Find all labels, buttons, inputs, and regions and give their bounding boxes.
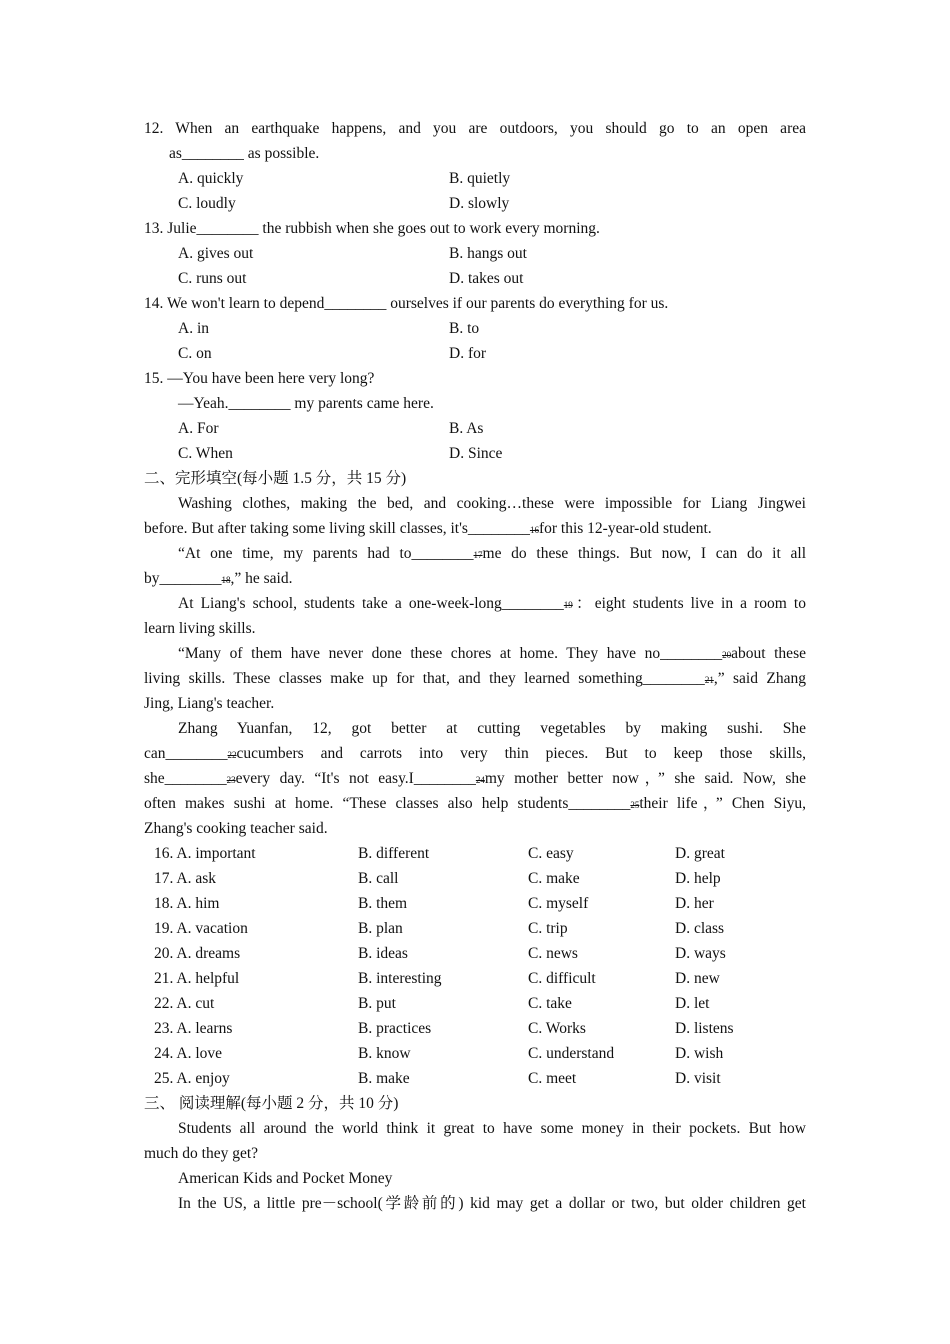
passage-line: Washing clothes, making the bed, and cooking…these were impossible for Liang Jingwei <box>178 495 806 512</box>
blank-number-18: 18 <box>221 575 231 585</box>
reading-line: Students all around the world think it great to have some money in their pockets. But how <box>178 1120 806 1137</box>
q14-options-cd <box>144 341 806 366</box>
option-b: B. plan <box>358 920 403 937</box>
q15-option-a: A. For <box>178 420 219 437</box>
option-d: D. great <box>675 845 725 862</box>
passage-line <box>144 516 806 541</box>
option-a: 16. A. important <box>154 845 256 862</box>
reading-line: In the US, a little pre－school(学龄前的) kid may get a dollar or two, but older children get <box>178 1195 806 1212</box>
blank-number-19: 19 <box>563 600 573 610</box>
option-b: B. make <box>358 1070 410 1087</box>
blank-number-20: 20 <box>722 650 732 660</box>
option-c: C. meet <box>528 1070 577 1087</box>
q12-option-d: D. slowly <box>449 195 510 212</box>
option-a: 23. A. learns <box>154 1020 233 1037</box>
section-cloze-title: 二、完形填空(每小题 1.5 分，共 15 分) <box>144 470 407 487</box>
passage-line <box>144 791 806 816</box>
passage-line: learn living skills. <box>144 620 256 637</box>
option-d: D. her <box>675 895 714 912</box>
option-c: C. Works <box>528 1020 586 1037</box>
option-d: D. visit <box>675 1070 721 1087</box>
passage-text: ,” said Zhang <box>713 670 806 687</box>
passage-text: ,” he said. <box>230 570 293 587</box>
passage-line: Zhang Yuanfan, 12, got better at cutting vegetables by making sushi. She <box>178 720 806 737</box>
option-b: B. practices <box>358 1020 432 1037</box>
q13-option-c: C. runs out <box>178 270 247 287</box>
cloze-option-row <box>144 916 806 941</box>
passage-text: can________ <box>144 745 228 762</box>
option-b: B. different <box>358 845 430 862</box>
option-a: 18. A. him <box>154 895 220 912</box>
q13-options-cd <box>144 266 806 291</box>
option-b: B. know <box>358 1045 411 1062</box>
option-d: D. class <box>675 920 725 937</box>
passage-text: about these <box>731 645 806 662</box>
option-c: C. easy <box>528 845 574 862</box>
q12-options-ab <box>144 166 806 191</box>
q13-option-d: D. takes out <box>449 270 524 287</box>
q12-options-cd <box>144 191 806 216</box>
option-d: D. let <box>675 995 710 1012</box>
q15-option-b: B. As <box>449 420 484 437</box>
q13-option-a: A. gives out <box>178 245 254 262</box>
option-d: D. help <box>675 870 721 887</box>
q12-option-c: C. loudly <box>178 195 236 212</box>
option-c: C. make <box>528 870 580 887</box>
passage-text: their life，” Chen Siyu, <box>639 795 806 812</box>
passage-text: for this 12-year-old student. <box>538 520 712 537</box>
option-a: 19. A. vacation <box>154 920 248 937</box>
option-a: 24. A. love <box>154 1045 223 1062</box>
passage-text: At Liang's school, students take a one-week-long________ <box>178 595 564 612</box>
q14-option-a: A. in <box>178 320 209 337</box>
q14-option-b: B. to <box>449 320 480 337</box>
passage-text: “Many of them have never done these chores at home. They have no________ <box>178 645 723 662</box>
option-b: B. ideas <box>358 945 408 962</box>
q15-options-ab <box>144 416 806 441</box>
passage-line <box>144 666 806 691</box>
option-a: 17. A. ask <box>154 870 216 887</box>
option-d: D. ways <box>675 945 726 962</box>
reading-subtitle: American Kids and Pocket Money <box>178 1170 393 1187</box>
blank-number-25: 25 <box>630 800 640 810</box>
option-b: B. call <box>358 870 399 887</box>
option-d: D. new <box>675 970 720 987</box>
passage-text: my mother better now，” she said. Now, she <box>484 770 806 787</box>
section-reading-title: 三、 阅读理解(每小题 2 分，共 10 分) <box>144 1095 399 1112</box>
blank-number-24: 24 <box>475 775 485 785</box>
q13-option-b: B. hangs out <box>449 245 527 262</box>
q13-options-ab <box>144 241 806 266</box>
exam-page <box>144 116 806 1216</box>
passage-line <box>144 541 806 566</box>
passage-line <box>144 566 806 591</box>
passage-text: “At one time, my parents had to________ <box>178 545 474 562</box>
reading-line: much do they get? <box>144 1145 259 1162</box>
option-b: B. put <box>358 995 396 1012</box>
option-a: 25. A. enjoy <box>154 1070 230 1087</box>
cloze-option-row <box>144 866 806 891</box>
passage-text: before. But after taking some living skill classes, it's________ <box>144 520 530 537</box>
passage-text: ：eight students live in a room to <box>572 595 806 612</box>
passage-line <box>144 741 806 766</box>
cloze-option-row <box>144 941 806 966</box>
passage-text: every day. “It's not easy.I________ <box>235 770 476 787</box>
passage-line: Jing, Liang's teacher. <box>144 695 275 712</box>
blank-number-21: 21 <box>704 675 714 685</box>
option-a: 20. A. dreams <box>154 945 241 962</box>
option-c: C. take <box>528 995 572 1012</box>
passage-line <box>144 766 806 791</box>
q14-option-d: D. for <box>449 345 487 362</box>
option-d: D. wish <box>675 1045 724 1062</box>
option-c: C. difficult <box>528 970 596 987</box>
blank-number-17: 17 <box>473 550 483 560</box>
blank-number-23: 23 <box>226 775 236 785</box>
option-c: C. news <box>528 945 578 962</box>
q12-option-a: A. quickly <box>178 170 244 187</box>
passage-text: me do these things. But now, I can do it all <box>482 545 806 562</box>
option-b: B. them <box>358 895 408 912</box>
q12-option-b: B. quietly <box>449 170 511 187</box>
q15-option-d: D. Since <box>449 445 503 462</box>
option-a: 22. A. cut <box>154 995 215 1012</box>
passage-text: cucumbers and carrots into very thin pieces. But to keep those skills, <box>236 745 806 762</box>
passage-text: she________ <box>144 770 227 787</box>
passage-text: living skills. These classes make up for that, and they learned something________ <box>144 670 705 687</box>
q15-options-cd <box>144 441 806 466</box>
passage-line <box>144 591 806 616</box>
q12-stem-cont: as________ as possible. <box>169 145 320 162</box>
q13-stem: 13. Julie________ the rubbish when she goes out to work every morning. <box>144 220 600 237</box>
q14-stem: 14. We won't learn to depend________ ourselves if our parents do everything for us. <box>144 295 669 312</box>
cloze-option-row <box>144 1066 806 1091</box>
q14-option-c: C. on <box>178 345 212 362</box>
option-c: C. understand <box>528 1045 615 1062</box>
option-a: 21. A. helpful <box>154 970 240 987</box>
blank-number-22: 22 <box>227 750 237 760</box>
option-c: C. myself <box>528 895 589 912</box>
passage-text: by________ <box>144 570 222 587</box>
cloze-option-row <box>144 991 806 1016</box>
cloze-option-row <box>144 891 806 916</box>
passage-line: Zhang's cooking teacher said. <box>144 820 328 837</box>
option-d: D. listens <box>675 1020 734 1037</box>
cloze-option-row <box>144 966 806 991</box>
q15-option-c: C. When <box>178 445 233 462</box>
cloze-option-row <box>144 1041 806 1066</box>
passage-line <box>144 641 806 666</box>
passage-text: often makes sushi at home. “These classes also help students________ <box>144 795 631 812</box>
cloze-options <box>144 841 806 1091</box>
cloze-option-row <box>144 841 806 866</box>
q15-stem: 15. —You have been here very long? <box>144 370 375 387</box>
option-b: B. interesting <box>358 970 442 987</box>
blank-number-16: 16 <box>529 525 539 535</box>
q14-options-ab <box>144 316 806 341</box>
option-c: C. trip <box>528 920 568 937</box>
cloze-option-row <box>144 1016 806 1041</box>
q12-stem: 12. When an earthquake happens, and you are outdoors, you should go to an open area <box>144 120 806 137</box>
q15-stem-reply: —Yeah.________ my parents came here. <box>178 395 434 412</box>
